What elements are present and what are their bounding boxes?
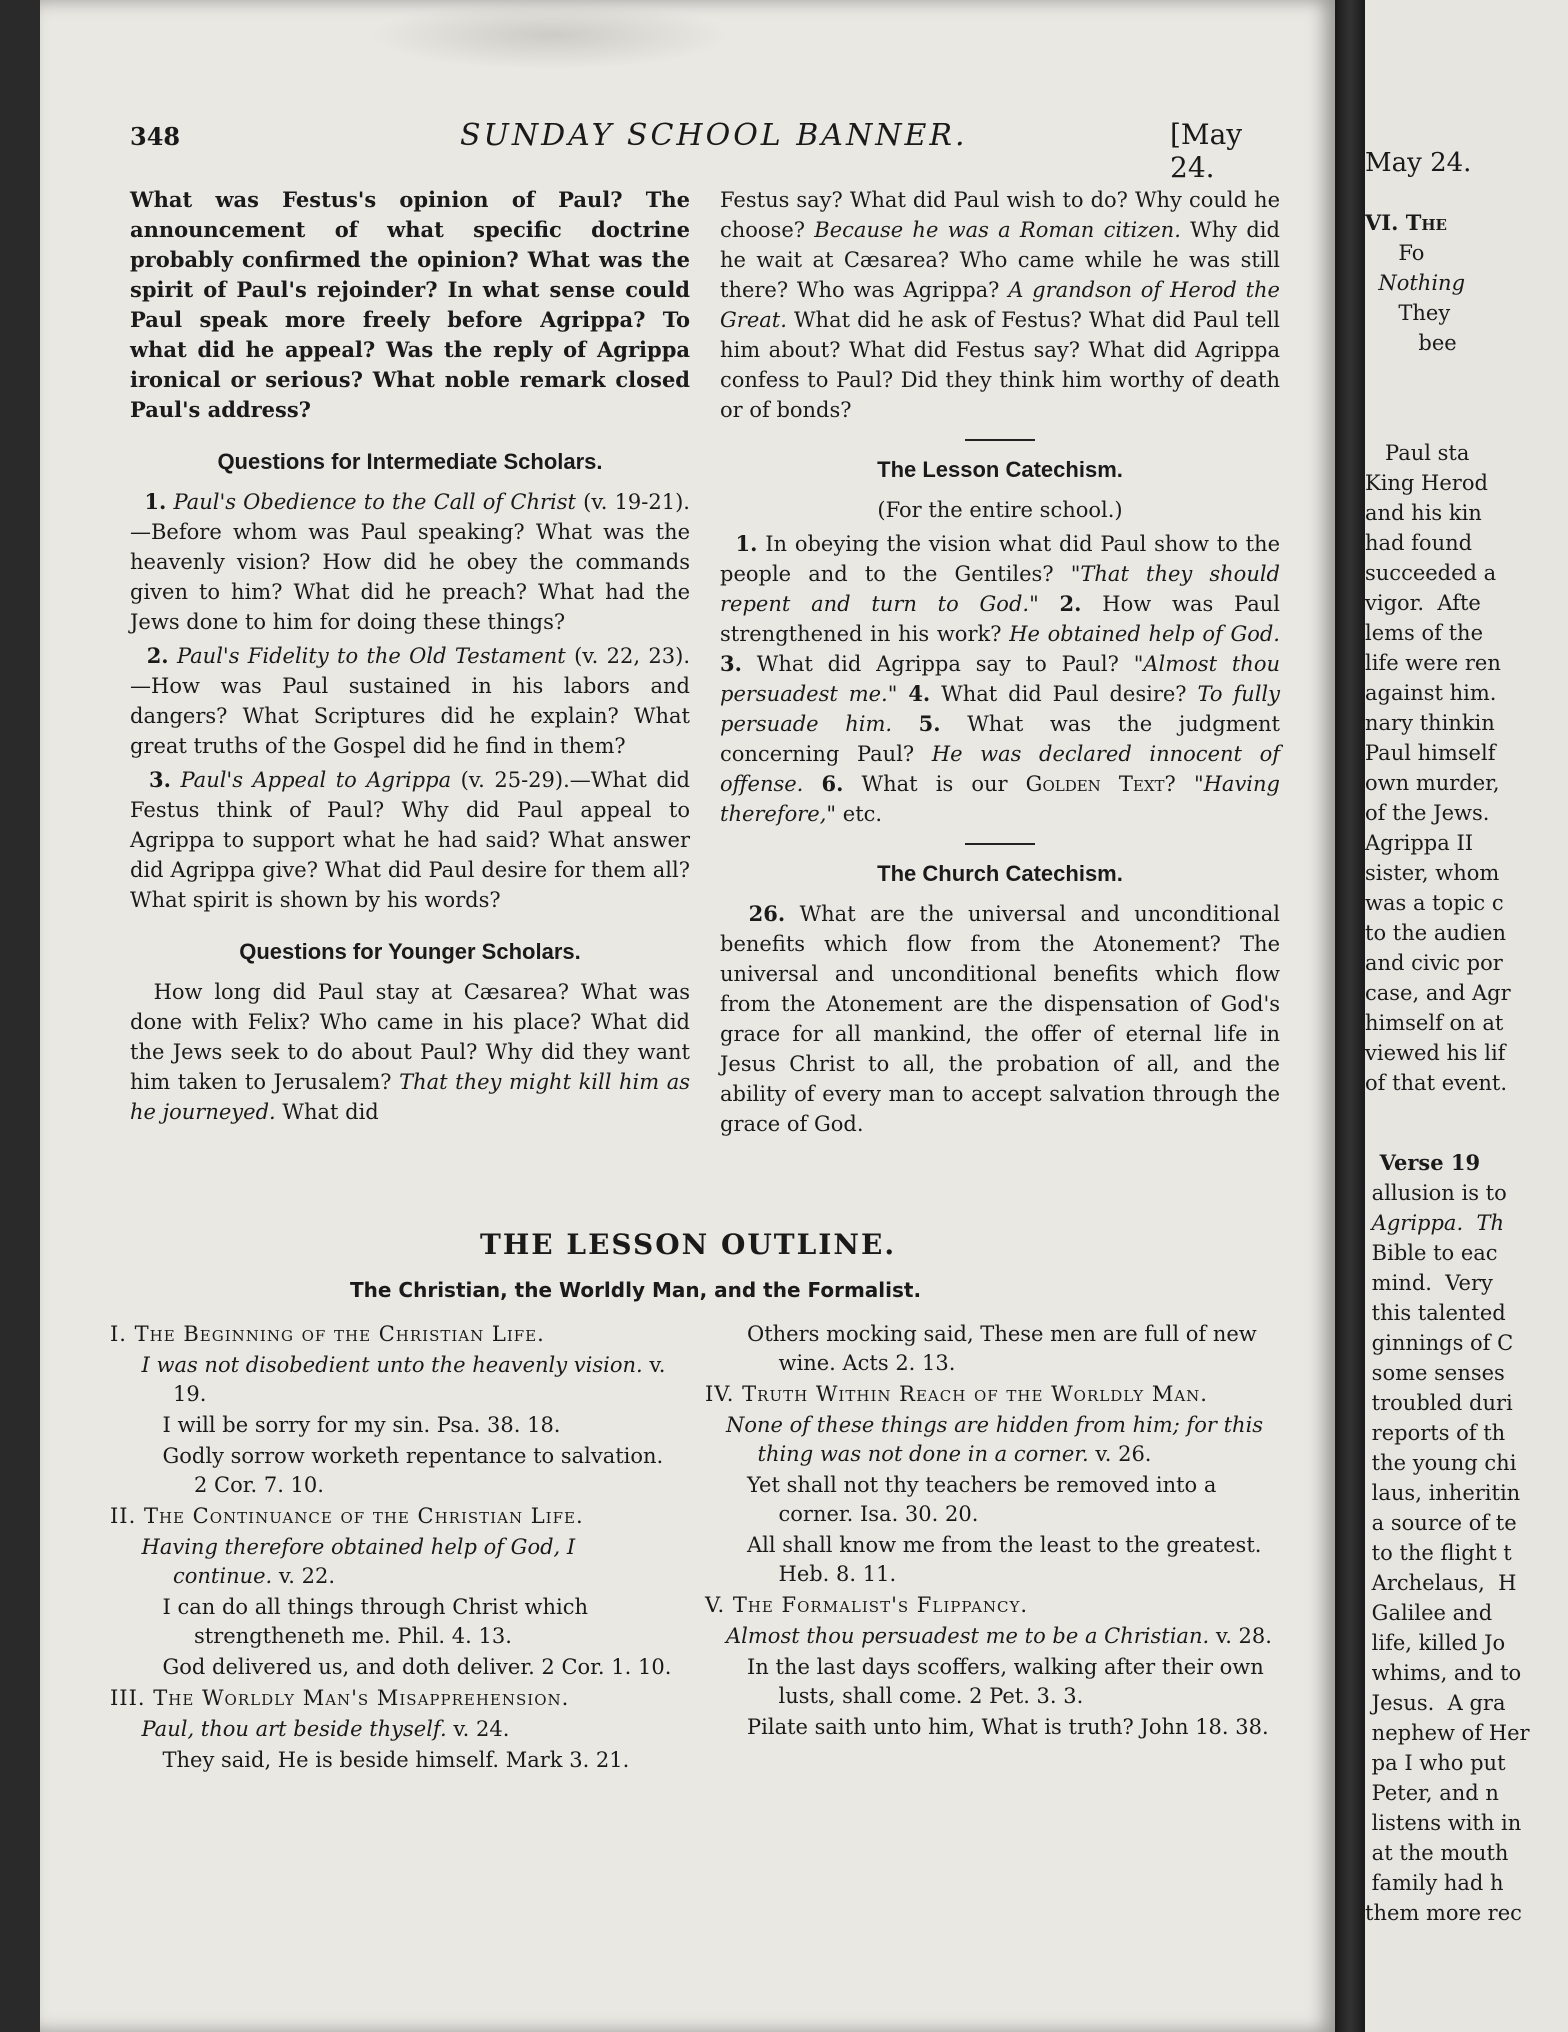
facing-page-line: Agrippa. Th <box>1365 1211 1505 1235</box>
facing-page-line: vigor. Afte <box>1365 591 1481 615</box>
facing-page-line: had found <box>1365 531 1473 555</box>
facing-page-line: of that event. <box>1365 1071 1508 1095</box>
facing-page-line: Nothing <box>1365 271 1466 295</box>
facing-page-line: ginnings of C <box>1365 1331 1514 1355</box>
outline-heading: V. The Formalist's Flippancy. <box>705 1593 1029 1617</box>
intermediate-question-1: 1. Paul's Obedience to the Call of Christ (v. 19-21).—Before whom was Paul speaking? What was the heavenly vision? How did he obey the commands given to him? What did he preach? What had the Jews done to him for doing these things? <box>130 489 690 634</box>
facing-page-line: Peter, and n <box>1365 1781 1499 1805</box>
church-catechism-heading: The Church Catechism. <box>877 861 1123 886</box>
facing-page-line: pa I who put <box>1365 1751 1506 1775</box>
outline-reference: Pilate saith unto him, What is truth? John 18. 38. <box>747 1715 1269 1739</box>
facing-page-line: lems of the <box>1365 621 1483 645</box>
facing-page-line: to the flight t <box>1365 1541 1512 1565</box>
facing-page-line: life, killed Jo <box>1365 1631 1506 1655</box>
facing-page-line: was a topic c <box>1365 891 1504 915</box>
right-column <box>720 185 1280 1143</box>
outline-title: THE LESSON OUTLINE. <box>480 1228 897 1261</box>
outline-subtitle: The Christian, the Worldly Man, and the Formalist. <box>350 1278 922 1302</box>
facing-page-line: mind. Very <box>1365 1271 1493 1295</box>
facing-page-line: of the Jews. <box>1365 801 1490 825</box>
facing-page-line: Archelaus, H <box>1365 1571 1517 1595</box>
facing-page-line: a source of te <box>1365 1511 1517 1535</box>
facing-page-line: nary thinkin <box>1365 711 1495 735</box>
facing-page-line: Bible to eac <box>1365 1241 1498 1265</box>
facing-page-line: Paul sta <box>1365 441 1470 465</box>
outline-reference: God delivered us, and doth deliver. 2 Cor. 1. 10. <box>162 1655 672 1679</box>
issue-date: [May 24. <box>1170 118 1243 184</box>
book-gutter <box>1335 0 1365 2032</box>
journal-title: SUNDAY SCHOOL BANNER. <box>460 118 968 153</box>
lesson-catechism-subheading: (For the entire school.) <box>877 498 1123 522</box>
facing-page <box>1365 0 1568 2032</box>
outline-right-column <box>705 1320 1275 1744</box>
intermediate-heading: Questions for Intermediate Scholars. <box>217 449 603 474</box>
facing-page-line: family had h <box>1365 1871 1504 1895</box>
outline-verse: Having therefore obtained help of God, I continue. v. 22. <box>141 1535 576 1588</box>
outline-reference: They said, He is beside himself. Mark 3. 21. <box>162 1748 630 1772</box>
outline-reference: Others mocking said, These men are full of new wine. Acts 2. 13. <box>747 1322 1257 1375</box>
outline-verse: I was not disobedient unto the heavenly vision. v. 19. <box>141 1353 666 1406</box>
facing-page-line: and civic por <box>1365 951 1503 975</box>
facing-page-line: VI. The <box>1365 210 1447 235</box>
outline-verse: Paul, thou art beside thyself. v. 24. <box>141 1717 510 1741</box>
facing-page-line: whims, and to <box>1365 1661 1522 1685</box>
outline-reference: I will be sorry for my sin. Psa. 38. 18. <box>162 1413 561 1437</box>
facing-page-line: troubled duri <box>1365 1391 1513 1415</box>
outline-heading: III. The Worldly Man's Misapprehension. <box>110 1686 570 1710</box>
facing-page-line: them more rec <box>1365 1901 1522 1925</box>
younger-questions: How long did Paul stay at Cæsarea? What was done with Felix? Who came in his place? What did the Jews seek to do about Paul? Why did they want him taken to Jerusalem? That they might kill him as he journeyed. What did <box>130 980 691 1124</box>
facing-page-line: They <box>1365 301 1451 325</box>
facing-page-line: Fo <box>1365 241 1425 265</box>
facing-page-line: own murder, <box>1365 771 1500 795</box>
facing-page-line: against him. <box>1365 681 1497 705</box>
outline-reference: All shall know me from the least to the greatest. Heb. 8. 11. <box>747 1533 1262 1586</box>
younger-heading: Questions for Younger Scholars. <box>239 939 581 964</box>
left-column <box>130 185 690 1131</box>
divider-rule <box>965 439 1035 441</box>
facing-page-line: Verse 19 <box>1365 1150 1481 1175</box>
facing-page-line: laus, inheritin <box>1365 1481 1521 1505</box>
facing-page-line: sister, whom <box>1365 861 1500 885</box>
facing-page-line: viewed his lif <box>1365 1041 1506 1065</box>
outline-reference: Godly sorrow worketh repentance to salvation. 2 Cor. 7. 10. <box>162 1444 664 1497</box>
facing-page-line: nephew of Her <box>1365 1721 1530 1745</box>
lesson-catechism-heading: The Lesson Catechism. <box>877 457 1123 482</box>
facing-page-line: Agrippa II <box>1365 831 1474 855</box>
facing-page-line: and his kin <box>1365 501 1482 525</box>
facing-page-line: King Herod <box>1365 471 1488 495</box>
outline-reference: Yet shall not thy teachers be removed into a corner. Isa. 30. 20. <box>747 1473 1217 1526</box>
younger-questions-cont: Festus say? What did Paul wish to do? Why could he choose? Because he was a Roman citizen. Why did he wait at Cæsarea? Who came while he was still there? Who was Agrippa? A grandson of Herod the Great. What did he ask of Festus? What did Paul tell him about? What did Festus say? What did Agrippa confess to Paul? Did they think him worthy of death or of bonds? <box>720 188 1280 422</box>
facing-page-line: Paul himself <box>1365 741 1496 765</box>
facing-page-line: life were ren <box>1365 651 1501 675</box>
outline-heading: IV. Truth Within Reach of the Worldly Man. <box>705 1382 1208 1406</box>
outline-heading: I. The Beginning of the Christian Life. <box>110 1322 545 1346</box>
senior-questions: What was Festus's opinion of Paul? The announcement of what specific doctrine probably confirmed the opinion? What was the spirit of Paul's rejoinder? In what sense could Paul speak more freely before Agrippa? To what did he appeal? Was the reply of Agrippa ironical or serious? What noble remark closed Paul's address? <box>130 187 690 422</box>
facing-page-line: allusion is to <box>1365 1181 1507 1205</box>
facing-page-line: some senses <box>1365 1361 1505 1385</box>
facing-page-line: case, and Agr <box>1365 981 1511 1005</box>
outline-heading: II. The Continuance of the Christian Life. <box>110 1504 584 1528</box>
facing-page-line: at the mouth <box>1365 1841 1509 1865</box>
page-number: 348 <box>130 122 181 151</box>
outline-reference: I can do all things through Christ which strengtheneth me. Phil. 4. 13. <box>162 1595 588 1648</box>
facing-page-line: to the audien <box>1365 921 1506 945</box>
outline-reference: In the last days scoffers, walking after their own lusts, shall come. 2 Pet. 3. 3. <box>747 1655 1264 1708</box>
facing-page-line: Jesus. A gra <box>1365 1691 1506 1715</box>
facing-page-line: Galilee and <box>1365 1601 1493 1625</box>
lesson-catechism-body: 1. In obeying the vision what did Paul show to the people and to the Gentiles? "That they should repent and turn to God." 2. How was Paul strengthened in his work? He obtained help of God. 3. What did Agrippa say to Paul? "Almost thou persuadest me." 4. What did Paul desire? To fully persuade him. 5. What was the judgment concerning Paul? He was declared innocent of offense. 6. What is our Golden Text? "Having therefore," etc. <box>720 531 1281 826</box>
facing-page-line: listens with in <box>1365 1811 1522 1835</box>
facing-page-line: this talented <box>1365 1301 1506 1325</box>
facing-page-line: himself on at <box>1365 1011 1504 1035</box>
church-catechism-body: 26. What are the universal and unconditional benefits which flow from the Atonement? The universal and unconditional benefits which flow from the Atonement are the dispensation of God's grace for all mankind, the offer of eternal life in Jesus Christ to all, the probation of all, and the ability of every man to accept salvation through the grace of God. <box>720 901 1280 1136</box>
running-head <box>130 118 1290 184</box>
page-smudge <box>370 0 730 70</box>
outline-verse: None of these things are hidden from him; for this thing was not done in a corner. v. 26. <box>726 1413 1264 1466</box>
intermediate-question-2: 2. Paul's Fidelity to the Old Testament (v. 22, 23).—How was Paul sustained in his labors and dangers? What Scriptures did he explain? What great truths of the Gospel did he find in them? <box>130 643 690 758</box>
facing-page-line: the young chi <box>1365 1451 1517 1475</box>
facing-page-line: bee <box>1365 331 1457 355</box>
facing-page-line: reports of th <box>1365 1421 1506 1445</box>
facing-page-line: succeeded a <box>1365 561 1497 585</box>
outline-verse: Almost thou persuadest me to be a Christian. v. 28. <box>726 1624 1272 1648</box>
intermediate-question-3: 3. Paul's Appeal to Agrippa (v. 25-29).—What did Festus think of Paul? Why did Paul appeal to Agrippa to support what he had said? What answer did Agrippa give? What did Paul desire for them all? What spirit is shown by his words? <box>130 767 690 912</box>
outline-left-column <box>110 1320 680 1777</box>
divider-rule <box>965 843 1035 845</box>
facing-page-line: May 24. <box>1365 148 1472 178</box>
